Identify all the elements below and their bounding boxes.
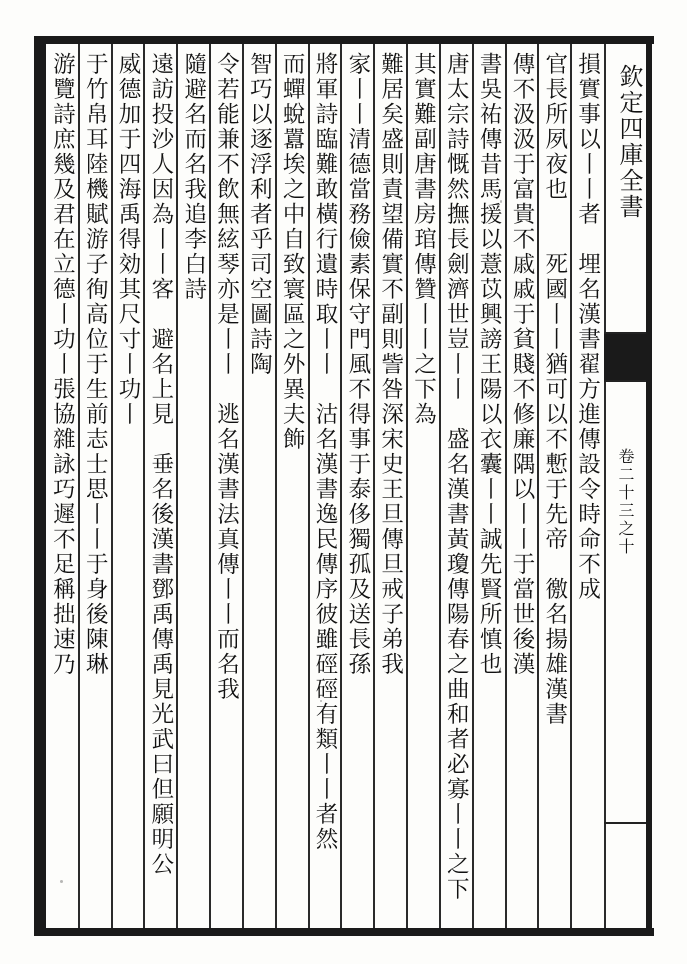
fishtail-rule-top	[604, 332, 646, 334]
ink-speck	[60, 880, 63, 883]
fishtail-mark	[604, 334, 646, 380]
text-column: 傳不汲汲于富貴不戚戚于貧賤不修廉隅以丨丨于當世後漢	[508, 52, 535, 677]
text-column: 威德加于四海禹得効其尺寸丨功丨	[115, 52, 142, 427]
column-rule	[505, 44, 507, 928]
ink-speck	[320, 700, 322, 702]
column-rule	[439, 44, 441, 928]
column-rule	[143, 44, 145, 928]
column-rule	[209, 44, 211, 928]
volume-label: 卷二十三之十	[616, 448, 635, 556]
frame-top-border	[34, 36, 654, 44]
column-rule	[78, 44, 80, 928]
column-rule	[176, 44, 178, 928]
text-column: 令若能兼不飲無絃琴亦是丨丨 逃名漢書法真傳丨丨而名我	[213, 52, 240, 702]
text-column: 于竹帛耳陸機賦游子徇高位于生前志士思丨丨于身後陳琳	[82, 52, 109, 677]
text-column: 其實難副唐書房琯傳贊丨丨之下為	[410, 52, 437, 427]
frame-bottom-border	[34, 928, 654, 936]
margin-rule-lower	[604, 822, 646, 824]
text-column: 將軍詩臨難敢橫行遺時取丨丨 沽名漢書逸民傳序彼雖硜硜有類丨丨者然	[312, 52, 338, 852]
center-margin-strip	[604, 44, 646, 928]
text-column: 智巧以逐浮利者乎司空圖詩陶	[246, 52, 273, 377]
text-column: 損實事以丨丨者 埋名漢書翟方進傳設令時命不成	[574, 52, 601, 602]
column-rule	[373, 44, 375, 928]
column-rule	[275, 44, 277, 928]
column-rule	[308, 44, 310, 928]
column-rule	[111, 44, 113, 928]
text-column: 隨避名而名我追李白詩	[180, 52, 207, 302]
column-rule	[472, 44, 474, 928]
text-column: 遠訪投沙人因為丨丨客 避名上見 垂名後漢書鄧禹傳禹見光武曰但願明公	[147, 52, 174, 877]
column-rule	[406, 44, 408, 928]
book-title: 欽定四庫全書	[615, 64, 643, 220]
text-column: 家丨丨清德當務儉素保守門風不得事于泰侈獨孤及送長孫	[344, 52, 371, 677]
column-rule	[340, 44, 342, 928]
column-rule	[570, 44, 572, 928]
text-column: 官長所夙夜也 死國丨丨猶可以不慙于先帝 徼名揚雄漢書	[541, 52, 568, 727]
fishtail-rule-bottom	[604, 380, 646, 382]
text-column: 游覽詩庶幾及君在立德丨功丨張協雜詠巧遲不足稱拙速乃	[49, 52, 76, 677]
text-column: 而蟬蛻囂埃之中自致寰區之外異夫飾	[279, 52, 306, 452]
text-column: 書吳祐傳昔馬援以薏苡興謗王陽以衣囊丨丨誠先賢所慎也	[476, 52, 503, 677]
text-column: 難居矣盛則責望備實不副則訾咎深宋史王旦傳旦戒子弟我	[377, 52, 404, 677]
text-column: 唐太宗詩慨然撫長劍濟世豈丨丨 盛名漢書黃瓊傳陽春之曲和者必寡丨丨之下	[443, 52, 470, 902]
ink-speck	[500, 200, 502, 203]
column-rule	[242, 44, 244, 928]
column-rule	[537, 44, 539, 928]
